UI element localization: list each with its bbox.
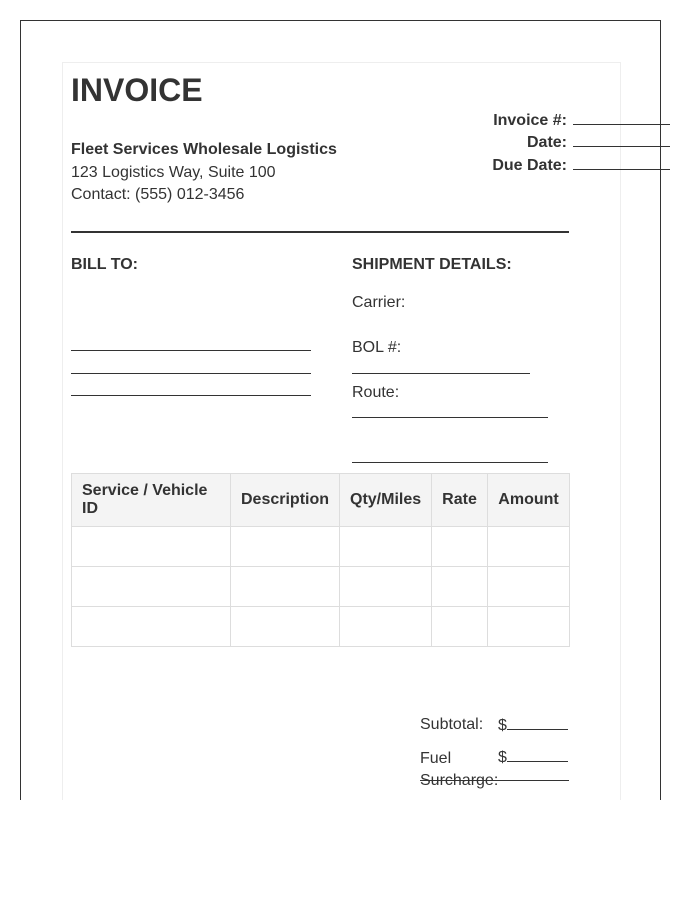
fuel-surcharge-value[interactable] <box>498 748 568 767</box>
bill-to-line-3[interactable] <box>71 395 311 396</box>
route-label: Route: <box>352 384 400 401</box>
subtotal-label: Subtotal: <box>420 716 484 733</box>
company-name: Fleet Services Wholesale Logistics <box>71 141 337 158</box>
col-header-amount: Amount <box>488 474 570 527</box>
table-cell[interactable] <box>231 527 340 567</box>
table-cell[interactable] <box>488 527 570 567</box>
table-cell[interactable] <box>432 567 488 607</box>
col-header-description: Description <box>231 474 340 527</box>
table-cell[interactable] <box>72 607 231 647</box>
invoice-number-field[interactable] <box>573 111 670 125</box>
col-header-qty: Qty/Miles <box>340 474 432 527</box>
table-cell[interactable] <box>231 607 340 647</box>
line-items-table <box>71 473 570 647</box>
invoice-number-row <box>493 111 670 129</box>
table-cell[interactable] <box>231 567 340 607</box>
table-cell[interactable] <box>432 527 488 567</box>
table-row <box>72 527 570 567</box>
bill-to-heading: BILL TO: <box>71 256 138 273</box>
table-cell[interactable] <box>340 607 432 647</box>
table-cell[interactable] <box>340 567 432 607</box>
route-field[interactable] <box>352 462 548 463</box>
bill-to-line-1[interactable] <box>71 350 311 351</box>
invoice-date-label: Date: <box>526 134 567 151</box>
currency-symbol: $ <box>498 749 507 766</box>
totals-divider <box>420 780 569 781</box>
due-date-field[interactable] <box>573 156 670 170</box>
invoice-date-field[interactable] <box>573 133 670 147</box>
table-row <box>72 607 570 647</box>
table-cell[interactable] <box>488 607 570 647</box>
fuel-surcharge-label: Fuel Surcharge: <box>420 750 499 789</box>
table-cell[interactable] <box>340 527 432 567</box>
shipment-details-heading: SHIPMENT DETAILS: <box>352 256 512 273</box>
table-cell[interactable] <box>72 527 231 567</box>
due-date-label: Due Date: <box>492 157 567 174</box>
table-cell[interactable] <box>432 607 488 647</box>
table-cell[interactable] <box>72 567 231 607</box>
col-header-rate: Rate <box>432 474 488 527</box>
currency-symbol: $ <box>498 717 507 734</box>
due-date-row <box>492 156 670 174</box>
header-divider <box>71 231 569 233</box>
table-row <box>72 567 570 607</box>
invoice-number-label: Invoice #: <box>493 112 567 129</box>
carrier-field[interactable] <box>352 373 530 374</box>
subtotal-value[interactable] <box>498 716 568 735</box>
table-header-row <box>72 474 570 527</box>
carrier-label: Carrier: <box>352 294 406 311</box>
table-cell[interactable] <box>488 567 570 607</box>
company-address: 123 Logistics Way, Suite 100 <box>71 164 276 181</box>
company-contact: Contact: (555) 012-3456 <box>71 186 245 203</box>
invoice-date-row <box>527 133 670 151</box>
col-header-service: Service / Vehicle ID <box>72 474 231 527</box>
bol-label: BOL #: <box>352 339 402 356</box>
bill-to-line-2[interactable] <box>71 373 311 374</box>
bol-field[interactable] <box>352 417 548 418</box>
invoice-title: INVOICE <box>71 72 203 108</box>
